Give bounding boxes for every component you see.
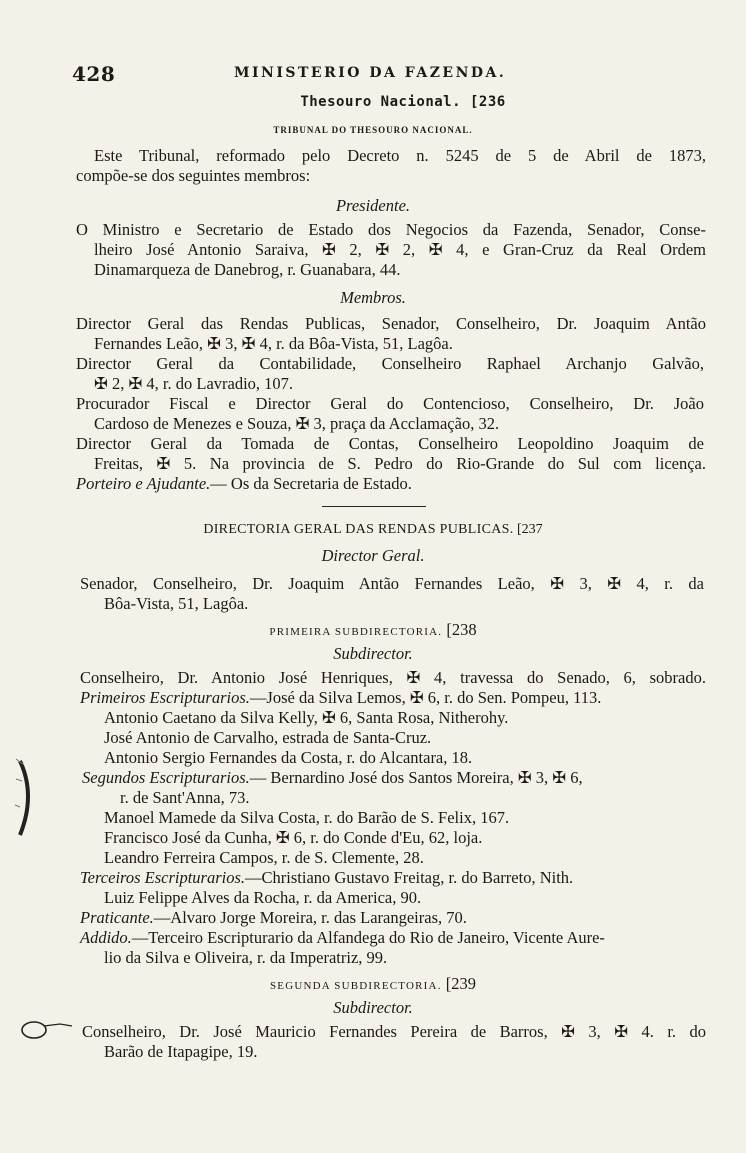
director-heading: Director Geral. (321, 546, 425, 565)
primeira-number: [238 (446, 620, 477, 639)
primeiros-line-2: Antonio Caetano da Silva Kelly, ✠ 6, Santa Rosa, Nitherohy. (104, 708, 509, 727)
page-header (72, 62, 708, 86)
tribunal-intro-2: compõe-se dos seguintes membros: (76, 166, 311, 185)
primeiros-line-3: José Antonio de Carvalho, estrada de Santa-Cruz. (104, 728, 432, 747)
directoria-title-line (0, 520, 746, 540)
primeiros-label: Primeiros Escripturarios. (80, 688, 250, 707)
running-head: MINISTERIO DA FAZENDA. (234, 65, 507, 81)
director-line-2: Bôa-Vista, 51, Lagôa. (104, 594, 249, 613)
membro-2-line-1: Director Geral da Contabilidade, Conselheiro Raphael Archanjo Galvão, (76, 354, 704, 373)
porteiro-text: — Os da Secretaria de Estado. (210, 474, 412, 493)
section-title: Thesouro Nacional. (300, 94, 462, 110)
primeira-subdirector-line: Conselheiro, Dr. Antonio José Henriques, ✠ 4, travessa do Senado, 6, sobrado. (80, 668, 706, 687)
margin-sketch-mark (20, 1014, 74, 1042)
addido-line-1 (80, 928, 746, 948)
praticante-line (80, 908, 746, 928)
membro-3-line-2: Cardoso de Menezes e Souza, ✠ 3, praça da Acclamação, 32. (94, 414, 500, 433)
segundos-escripturarios-line (82, 768, 746, 788)
addido-text: —Terceiro Escripturario da Alfandega do Rio de Janeiro, Vicente Aure- (131, 928, 605, 947)
section-divider (322, 506, 426, 507)
terceiros-escripturarios-line (80, 868, 746, 888)
presidente-heading: Presidente. (335, 196, 411, 215)
porteiro-label: Porteiro e Ajudante. (76, 474, 211, 493)
primeira-subdirector-heading: Subdirector. (333, 644, 413, 663)
director-line-1: Senador, Conselheiro, Dr. Joaquim Antão Fernandes Leão, ✠ 3, ✠ 4, r. da (80, 574, 704, 593)
tribunal-intro-1: Este Tribunal, reformado pelo Decreto n. 5245 de 5 de Abril de 1873, (94, 146, 706, 165)
subsection-title: TRIBUNAL DO THESOURO NACIONAL. (273, 125, 473, 135)
membro-1-line-1: Director Geral das Rendas Publicas, Senador, Conselheiro, Dr. Joaquim Antão (76, 314, 706, 333)
presidente-line-2: lheiro José Antonio Saraiva, ✠ 2, ✠ 2, ✠ 4, e Gran-Cruz da Real Ordem (94, 240, 706, 259)
segundos-line-3: Francisco José da Cunha, ✠ 6, r. do Conde d'Eu, 62, loja. (104, 828, 483, 847)
praticante-text: —Alvaro Jorge Moreira, r. das Larangeiras, 70. (153, 908, 467, 927)
segunda-number: [239 (445, 974, 477, 993)
membro-4-line-1: Director Geral da Tomada de Contas, Conselheiro Leopoldino Joaquim de (76, 434, 704, 453)
primeiros-first: —José da Silva Lemos, ✠ 6, r. do Sen. Pompeu, 113. (249, 688, 602, 707)
page-number: 428 (72, 62, 116, 86)
section-title-line (0, 92, 746, 112)
terceiros-first: —Christiano Gustavo Freitag, r. do Barreto, Nith. (245, 868, 574, 887)
porteiro-line (76, 474, 746, 494)
segunda-subdirector-heading: Subdirector. (333, 998, 413, 1017)
directoria-number: [237 (517, 522, 543, 537)
primeiros-line-4: Antonio Sergio Fernandes da Costa, r. do Alcantara, 18. (104, 748, 473, 767)
section-number: [236 (469, 94, 506, 110)
segundos-first: — Bernardino José dos Santos Moreira, ✠ 3, ✠ 6, (249, 768, 583, 787)
presidente-line-1: O Ministro e Secretario de Estado dos Negocios da Fazenda, Senador, Conse- (76, 220, 706, 239)
primeira-title-line (0, 620, 746, 642)
membro-1-line-2: Fernandes Leão, ✠ 3, ✠ 4, r. da Bôa-Vista, 51, Lagôa. (94, 334, 453, 353)
primeiros-escripturarios-line (80, 688, 706, 708)
praticante-label: Praticante. (80, 908, 154, 927)
membro-2-line-2: ✠ 2, ✠ 4, r. do Lavradio, 107. (94, 374, 294, 393)
segunda-title: SEGUNDA SUBDIRECTORIA. (269, 980, 442, 992)
terceiros-line-2: Luiz Felippe Alves da Rocha, r. da America, 90. (104, 888, 422, 907)
membros-heading: Membros. (340, 288, 406, 307)
directoria-title: DIRECTORIA GERAL DAS RENDAS PUBLICAS. (203, 522, 514, 537)
addido-line-2: lio da Silva e Oliveira, r. da Imperatriz, 99. (104, 948, 388, 967)
segundos-line-2: Manoel Mamede da Silva Costa, r. do Barão de S. Felix, 167. (104, 808, 510, 827)
presidente-line-3: Dinamarqueza de Danebrog, r. Guanabara, 44. (94, 260, 401, 279)
addido-label: Addido. (80, 928, 132, 947)
primeira-title: PRIMEIRA SUBDIRECTORIA. (269, 626, 443, 638)
membro-3-line-1: Procurador Fiscal e Director Geral do Contencioso, Conselheiro, Dr. João (76, 394, 704, 413)
segundos-line-4: Leandro Ferreira Campos, r. de S. Clemente, 28. (104, 848, 424, 867)
terceiros-label: Terceiros Escripturarios. (80, 868, 246, 887)
segundos-line-1b: r. de Sant'Anna, 73. (120, 788, 250, 807)
segunda-subdirector-line-2: Barão de Itapagipe, 19. (104, 1042, 258, 1061)
membro-4-line-2: Freitas, ✠ 5. Na provincia de S. Pedro do Rio-Grande do Sul com licença. (94, 454, 706, 473)
margin-bracket-mark (14, 755, 42, 841)
segunda-title-line (0, 974, 746, 996)
segunda-subdirector-line-1: Conselheiro, Dr. José Mauricio Fernandes Pereira de Barros, ✠ 3, ✠ 4. r. do (82, 1022, 706, 1041)
segundos-label: Segundos Escripturarios. (82, 768, 250, 787)
